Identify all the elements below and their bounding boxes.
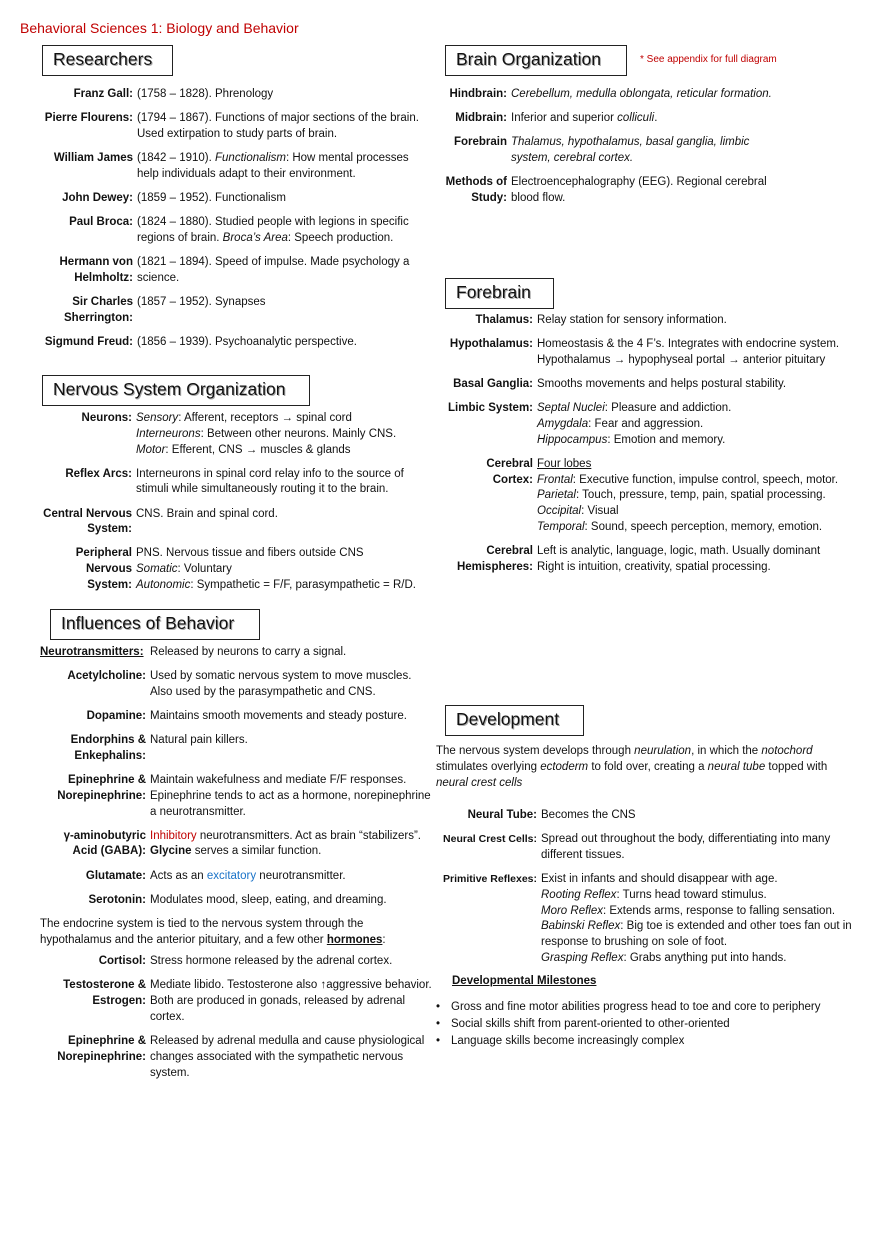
- researcher-row: [40, 191, 432, 207]
- row-value: Spread out throughout the body, differentiating into many different tissues.: [541, 833, 831, 861]
- midbrain-row: [445, 111, 865, 127]
- neurons-row: [40, 411, 435, 458]
- nervous-heading: Nervous System Organization: [42, 375, 310, 406]
- researchers-list: [40, 87, 432, 359]
- row-label: Peripheral Nervous System:: [75, 547, 132, 592]
- researcher-row: [40, 335, 432, 351]
- row-label: Endorphins & Enkephalins:: [70, 734, 146, 762]
- row-value: Interneurons in spinal cord relay info to the source of stimuli while simultaneously routing it to the brain.: [136, 467, 404, 496]
- appendix-note: * See appendix for full diagram: [640, 54, 777, 65]
- row-label: Methods of Study:: [445, 176, 507, 204]
- acetylcholine-row: [40, 669, 432, 701]
- row-label: Testosterone & Estrogen:: [63, 979, 146, 1008]
- list-item: • Language skills become increasingly complex: [436, 1034, 866, 1050]
- row-label: Cerebral Hemispheres:: [456, 545, 533, 573]
- row-label: Neural Crest Cells:: [443, 833, 537, 846]
- researcher-name: Paul Broca:: [69, 215, 133, 228]
- row-label: Hypothalamus:: [449, 338, 533, 351]
- row-label: Dopamine:: [86, 709, 146, 722]
- row-value: Mediate libido. Testosterone also ↑aggressive behavior. Both are produced in gonads, released by adrenal cortex.: [150, 979, 432, 1024]
- basal-ganglia-row: [445, 377, 870, 393]
- researcher-desc: (1842 – 1910). Functionalism: How mental processes help individuals adapt to their environment.: [137, 151, 409, 180]
- page-title: Behavioral Sciences 1: Biology and Behavior: [20, 20, 299, 36]
- row-value: Released by neurons to carry a signal.: [150, 646, 347, 658]
- thalamus-row: [445, 313, 870, 329]
- hindbrain-row: [445, 87, 865, 103]
- researcher-row: [40, 111, 432, 143]
- row-label: Epinephrine & Norepinephrine:: [57, 1035, 146, 1063]
- row-value: Natural pain killers.: [150, 734, 248, 747]
- row-label: Limbic System:: [448, 402, 533, 415]
- row-label: Forebrain: [453, 136, 507, 149]
- researcher-name: Franz Gall:: [73, 88, 133, 100]
- researcher-desc: (1859 – 1952). Functionalism: [137, 191, 286, 204]
- neurotransmitters-row: [40, 645, 432, 661]
- forebrain-heading: Forebrain: [445, 278, 554, 309]
- row-value: Thalamus, hypothalamus, basal ganglia, limbic system, cerebral cortex.: [511, 136, 750, 164]
- serotonin-row: [40, 893, 432, 909]
- row-value: Sensory: Afferent, receptors → spinal cord Interneurons: Between other neurons. Mainly CNS. Motor: Efferent, CNS → muscles & glands: [136, 412, 397, 456]
- researcher-desc: (1857 – 1952). Synapses: [137, 295, 266, 308]
- row-value: Stress hormone released by the adrenal cortex.: [150, 955, 393, 968]
- development-intro: The nervous system develops through neurulation, in which the notochord stimulates overlying ectoderm to fold over, creating a neural tube topped with neural crest cells: [436, 745, 828, 789]
- row-value: Becomes the CNS: [541, 809, 636, 821]
- researcher-desc: (1856 – 1939). Psychoanalytic perspective.: [137, 335, 357, 348]
- row-value: Inferior and superior colliculi.: [511, 112, 658, 125]
- researcher-row: [40, 87, 432, 103]
- row-label: Thalamus:: [475, 314, 533, 326]
- cortex-row: [445, 457, 870, 536]
- row-value: Exist in infants and should disappear with age. Rooting Reflex: Turns head toward stimulus. Moro Reflex: Extends arms, response to falling sensation. Babinski Reflex: Big toe is extended and other toes fan out in response to brushing on sole of foot. Grasping Reflex: Grabs anything put into hands.: [541, 872, 852, 964]
- testosterone-row: [40, 978, 432, 1025]
- cortisol-row: [40, 954, 432, 970]
- endocrine-paragraph: The endocrine system is tied to the nervous system through the hypothalamus and the anterior pituitary, and a few other hormones:: [40, 917, 386, 946]
- row-label: Neural Tube:: [467, 809, 537, 821]
- row-value: Maintains smooth movements and steady posture.: [150, 709, 407, 722]
- row-value: Inhibitory neurotransmitters. Act as brain “stabilizers”. Glycine serves a similar function.: [150, 829, 422, 858]
- row-value: PNS. Nervous tissue and fibers outside CNS Somatic: Voluntary Autonomic: Sympathetic = F/F, parasympathetic = R/D.: [136, 547, 416, 592]
- researcher-name: Hermann von Helmholtz:: [59, 255, 133, 284]
- researcher-row: [40, 255, 432, 287]
- development-heading: Development: [445, 705, 584, 736]
- row-value: Left is analytic, language, logic, math. Usually dominant Right is intuition, creativity, spatial processing.: [537, 545, 821, 573]
- row-label: Central Nervous System:: [43, 507, 132, 536]
- researcher-name: Pierre Flourens:: [44, 112, 133, 125]
- researcher-name: Sigmund Freud:: [44, 335, 133, 348]
- researcher-desc: (1794 – 1867). Functions of major sections of the brain. Used extirpation to study parts of brain.: [137, 112, 419, 140]
- row-value: Septal Nuclei: Pleasure and addiction. Amygdala: Fear and aggression. Hippocampus: Emotion and memory.: [537, 402, 732, 446]
- row-value: Acts as an excitatory neurotransmitter.: [150, 869, 346, 882]
- row-label: Reflex Arcs:: [65, 467, 132, 480]
- glutamate-row: [40, 869, 432, 885]
- brain-list: [445, 87, 865, 215]
- row-value: Maintain wakefulness and mediate F/F responses. Epinephrine tends to act as a hormone, norepinephrine a neurotransmitter.: [150, 773, 431, 818]
- row-value: Cerebellum, medulla oblongata, reticular formation.: [511, 88, 772, 100]
- row-value: Smooths movements and helps postural stability.: [537, 377, 787, 390]
- researcher-desc: (1758 – 1828). Phrenology: [137, 88, 274, 100]
- influences-list: [40, 645, 432, 1090]
- list-item: • Social skills shift from parent-oriented to other-oriented: [436, 1017, 866, 1033]
- researchers-heading: Researchers: [42, 45, 173, 76]
- row-label: Neurotransmitters:: [40, 646, 144, 658]
- row-label: Hindbrain:: [449, 88, 507, 100]
- researcher-name: William James: [53, 151, 133, 164]
- row-value: Homeostasis & the 4 F’s. Integrates with endocrine system. Hypothalamus → hypophyseal portal → anterior pituitary: [537, 338, 840, 366]
- forebrain-row: [445, 135, 865, 167]
- epinephrine-hormone-row: [40, 1034, 432, 1081]
- row-value: CNS. Brain and spinal cord.: [136, 507, 278, 520]
- primitive-reflexes-row: [436, 872, 856, 967]
- development-list: [436, 808, 856, 975]
- researcher-name: John Dewey:: [62, 191, 133, 204]
- row-value: Modulates mood, sleep, eating, and dreaming.: [150, 893, 387, 906]
- endorphins-row: [40, 733, 432, 765]
- milestones-list: [436, 1000, 866, 1051]
- methods-row: [445, 175, 865, 207]
- row-label: Glutamate:: [85, 869, 146, 882]
- limbic-row: [445, 401, 870, 448]
- row-label: Cerebral Cortex:: [486, 457, 533, 486]
- dopamine-row: [40, 709, 432, 725]
- milestones-heading: Developmental Milestones: [452, 975, 597, 987]
- row-value: Four lobes Frontal: Executive function, impulse control, speech, motor. Parietal: Touch, pressure, temp, pain, spatial processing. Occipital: Visual Temporal: Sound, speech perception, memory, emotion.: [537, 457, 839, 533]
- researcher-desc: (1821 – 1894). Speed of impulse. Made psychology a science.: [137, 255, 410, 284]
- row-label: γ-aminobutyric Acid (GABA):: [63, 829, 146, 858]
- researcher-row: [40, 151, 432, 183]
- pns-row: [40, 546, 435, 593]
- row-label: Primitive Reflexes:: [443, 872, 537, 885]
- row-label: Neurons:: [81, 412, 132, 424]
- row-label: Cortisol:: [98, 955, 146, 968]
- row-label: Basal Ganglia:: [453, 377, 533, 390]
- row-value: Electroencephalography (EEG). Regional cerebral blood flow.: [511, 176, 767, 204]
- list-item: • Gross and fine motor abilities progress head to toe and core to periphery: [436, 1000, 866, 1016]
- brain-heading: Brain Organization: [445, 45, 627, 76]
- nervous-list: [40, 411, 435, 602]
- row-value: Used by somatic nervous system to move muscles. Also used by the parasympathetic and CNS.: [150, 670, 412, 698]
- reflex-row: [40, 467, 435, 499]
- hypothalamus-row: [445, 337, 870, 369]
- hemispheres-row: [445, 544, 870, 576]
- influences-heading: Influences of Behavior: [50, 609, 260, 640]
- epinephrine-row: [40, 773, 432, 820]
- cns-row: [40, 507, 435, 539]
- gaba-row: [40, 829, 432, 861]
- row-label: Acetylcholine:: [67, 670, 146, 683]
- row-label: Epinephrine & Norepinephrine:: [57, 773, 146, 802]
- researcher-name: Sir Charles Sherrington:: [64, 295, 133, 324]
- researcher-desc: (1824 – 1880). Studied people with legions in specific regions of brain. Broca’s Area: Speech production.: [137, 215, 409, 244]
- researcher-row: [40, 215, 432, 247]
- researcher-row: [40, 295, 432, 327]
- neural-tube-row: [436, 808, 856, 824]
- row-value: Released by adrenal medulla and cause physiological changes associated with the sympathetic nervous system.: [150, 1035, 425, 1079]
- row-label: Serotonin:: [88, 893, 146, 906]
- row-value: Relay station for sensory information.: [537, 314, 727, 326]
- row-label: Midbrain:: [455, 112, 507, 125]
- forebrain-list: [445, 313, 870, 584]
- neural-crest-row: [436, 832, 856, 864]
